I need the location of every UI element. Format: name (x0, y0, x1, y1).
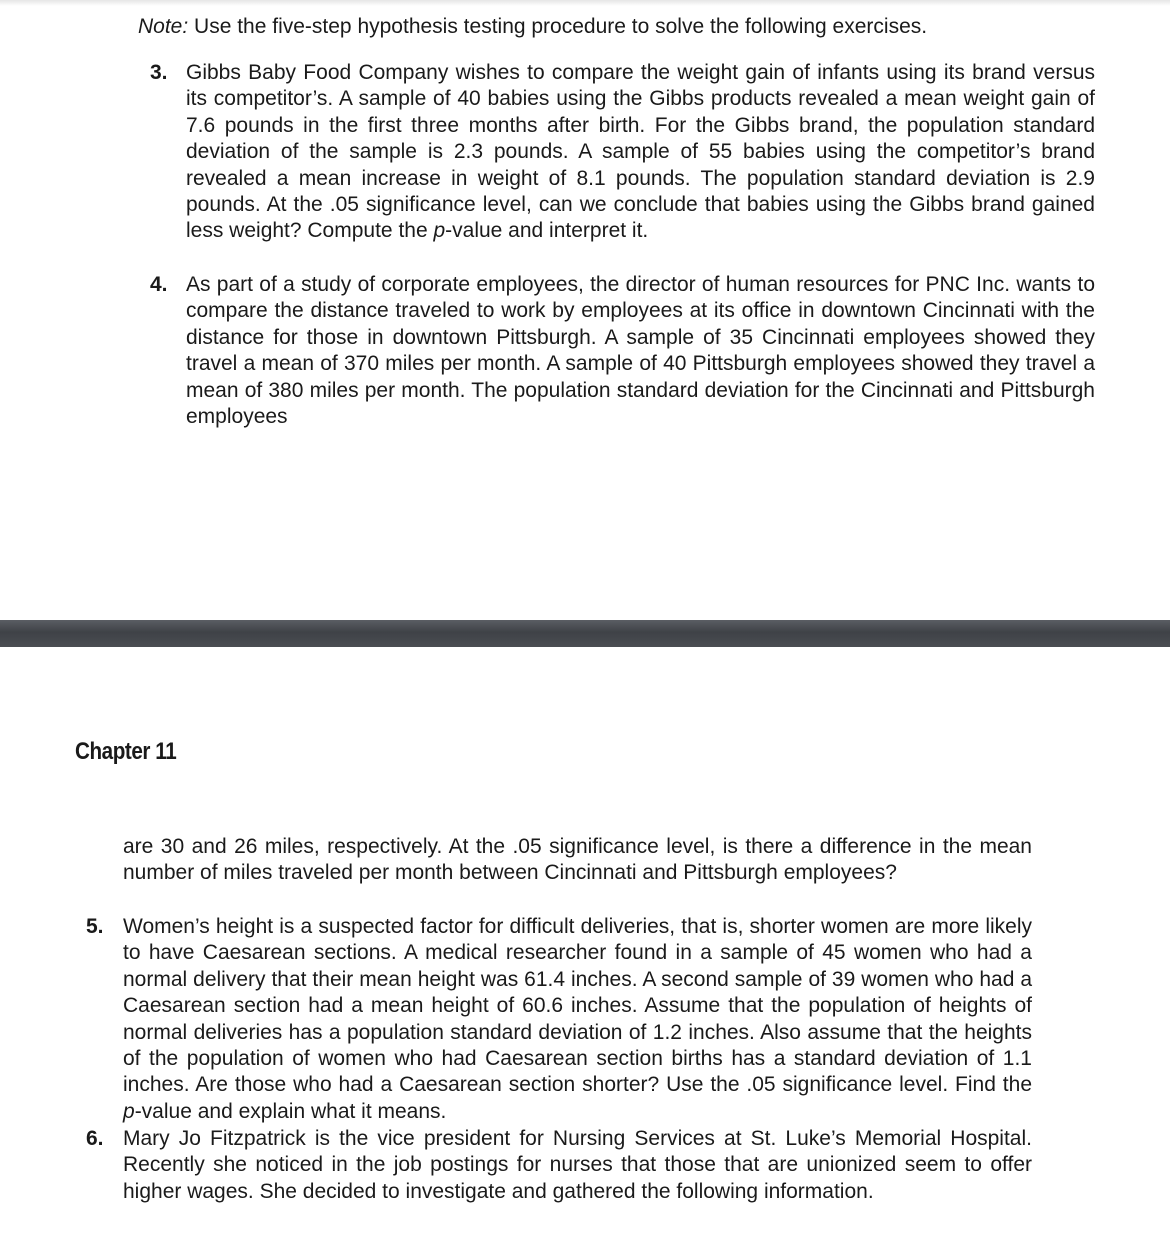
instruction-note (138, 14, 1098, 40)
exercise-3-text (186, 60, 1095, 245)
exercise-5-p-symbol: p (123, 1099, 135, 1123)
note-label: Note: (138, 15, 189, 38)
exercise-3-p-symbol: p (433, 219, 446, 243)
note-text: Use the five-step hypothesis testing procedure to solve the following exercises. (188, 15, 928, 38)
exercise-5-text-b: -value and explain what it means. (134, 1099, 447, 1123)
page-break-divider (0, 620, 1170, 647)
exercise-6-number: 6. (86, 1127, 104, 1150)
exercise-3-number: 3. (150, 61, 168, 84)
top-edge-shadow (0, 0, 1170, 6)
exercise-3-text-a: Gibbs Baby Food Company wishes to compare the weight gain of infants using its brand versus its competitor’s. A sample of 40 babies using the Gibbs products revealed a mean weight gain of 7.6 pounds in the first three months after birth. For the Gibbs brand, the population standard deviation of the sample is 2.3 pounds. A sample of 55 babies using the competitor’s brand revealed a mean increase in weight of 8.1 pounds. The population standard deviation is 2.9 pounds. At the .05 significance level, can we conclude that babies using the Gibbs brand gained less weight? Compute the (186, 61, 1095, 243)
exercise-4-number: 4. (150, 273, 168, 296)
exercise-6-text: Mary Jo Fitzpatrick is the vice president for Nursing Services at St. Luke’s Memorial Hospital. Recently she noticed in the job postings for nurses that those that are unionized seem to offer higher wages. She decided to investigate and gathered the following information. (123, 1127, 1032, 1203)
exercise-5-text (123, 914, 1032, 1125)
exercise-4-continued-text: are 30 and 26 miles, respectively. At the .05 significance level, is there a difference in the mean number of miles traveled per month between Cincinnati and Pittsburgh employees? (123, 835, 1032, 885)
exercise-3-text-b: -value and interpret it. (445, 219, 649, 243)
exercise-5-number: 5. (86, 915, 104, 938)
exercise-4-text: As part of a study of corporate employees, the director of human resources for PNC Inc. wants to compare the distance traveled to work by employees at its office in downtown Cincinnati with the distance for those in downtown Pittsburgh. A sample of 35 Cincinnati employees showed they travel a mean of 370 miles per month. A sample of 40 Pittsburgh employees showed they travel a mean of 380 miles per month. The population standard deviation for the Cincinnati and Pittsburgh employees (186, 273, 1095, 429)
exercise-5-text-a: Women’s height is a suspected factor for difficult deliveries, that is, shorter women are more likely to have Caesarean sections. A medical researcher found in a sample of 45 women who had a normal delivery that their mean height was 61.4 inches. A second sample of 39 women who had a Caesarean section had a mean height of 60.6 inches. Assume that the population of heights of normal deliveries has a population standard deviation of 1.2 inches. Also assume that the heights of the population of women who had Caesarean section births has a standard deviation of 1.1 inches. Are those who had a Caesarean section shorter? Use the .05 significance level. Find the (123, 915, 1032, 1097)
chapter-heading: Chapter 11 (75, 738, 177, 765)
